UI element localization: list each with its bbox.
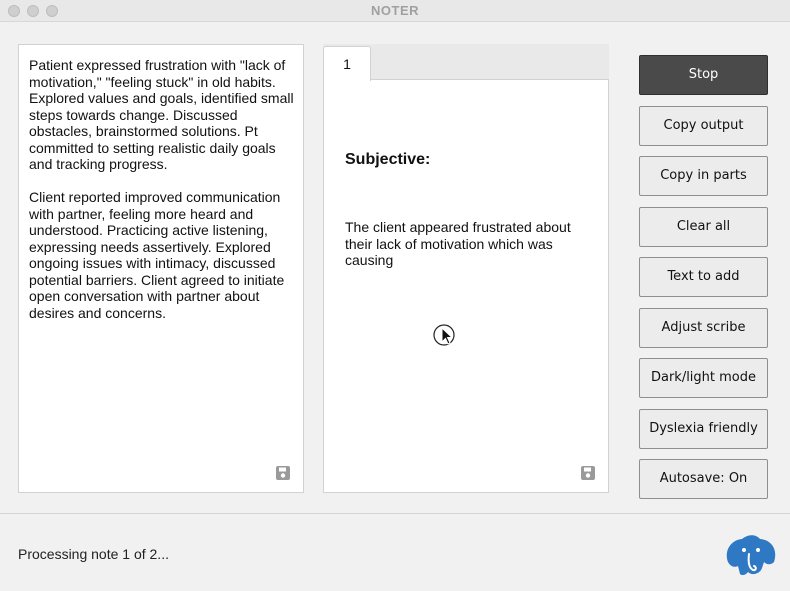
output-tab-bar: [323, 44, 609, 80]
clear-all-button[interactable]: Clear all: [639, 207, 768, 247]
output-text: The client appeared frustrated about their lack of motivation which was causing: [345, 219, 571, 268]
output-text-area[interactable]: [323, 79, 609, 493]
tab-note-1[interactable]: 1: [323, 46, 371, 81]
text-to-add-button[interactable]: Text to add: [639, 257, 768, 297]
title-bar: [0, 0, 790, 22]
divider: [0, 513, 790, 514]
busy-pointer-icon: [432, 323, 458, 349]
window-title: NOTER: [371, 3, 419, 18]
save-icon[interactable]: [580, 465, 596, 481]
input-paragraph: Client reported improved communication with partner, feeling more heard and understood. Practicing active listening, expressing needs assertively. Explored ongoing issues with intimacy, discussed potential barriers. Client agreed to initiate open conversation with partner about desires and concerns.: [29, 189, 285, 321]
input-paragraph: Patient expressed frustration with "lack of motivation," "feeling stuck" in old habits. Explored values and goals, identified small steps towards change. Discussed obstacles, brainstormed solutions. Pt committed to setting realistic daily goals and tracking progress.: [29, 57, 294, 172]
copy-in-parts-button[interactable]: Copy in parts: [639, 156, 768, 196]
input-text: [29, 57, 297, 338]
stop-button[interactable]: Stop: [639, 55, 768, 95]
autosave-toggle-button[interactable]: Autosave: On: [639, 459, 768, 499]
copy-output-button[interactable]: Copy output: [639, 106, 768, 146]
subjective-heading: Subjective:: [345, 151, 431, 168]
dark-light-mode-button[interactable]: Dark/light mode: [639, 358, 768, 398]
status-text: Processing note 1 of 2...: [18, 546, 169, 562]
dyslexia-friendly-button[interactable]: Dyslexia friendly: [639, 409, 768, 449]
adjust-scribe-button[interactable]: Adjust scribe: [639, 308, 768, 348]
save-icon[interactable]: [275, 465, 291, 481]
input-text-area[interactable]: [18, 44, 304, 493]
elephant-logo-icon: [722, 532, 780, 578]
